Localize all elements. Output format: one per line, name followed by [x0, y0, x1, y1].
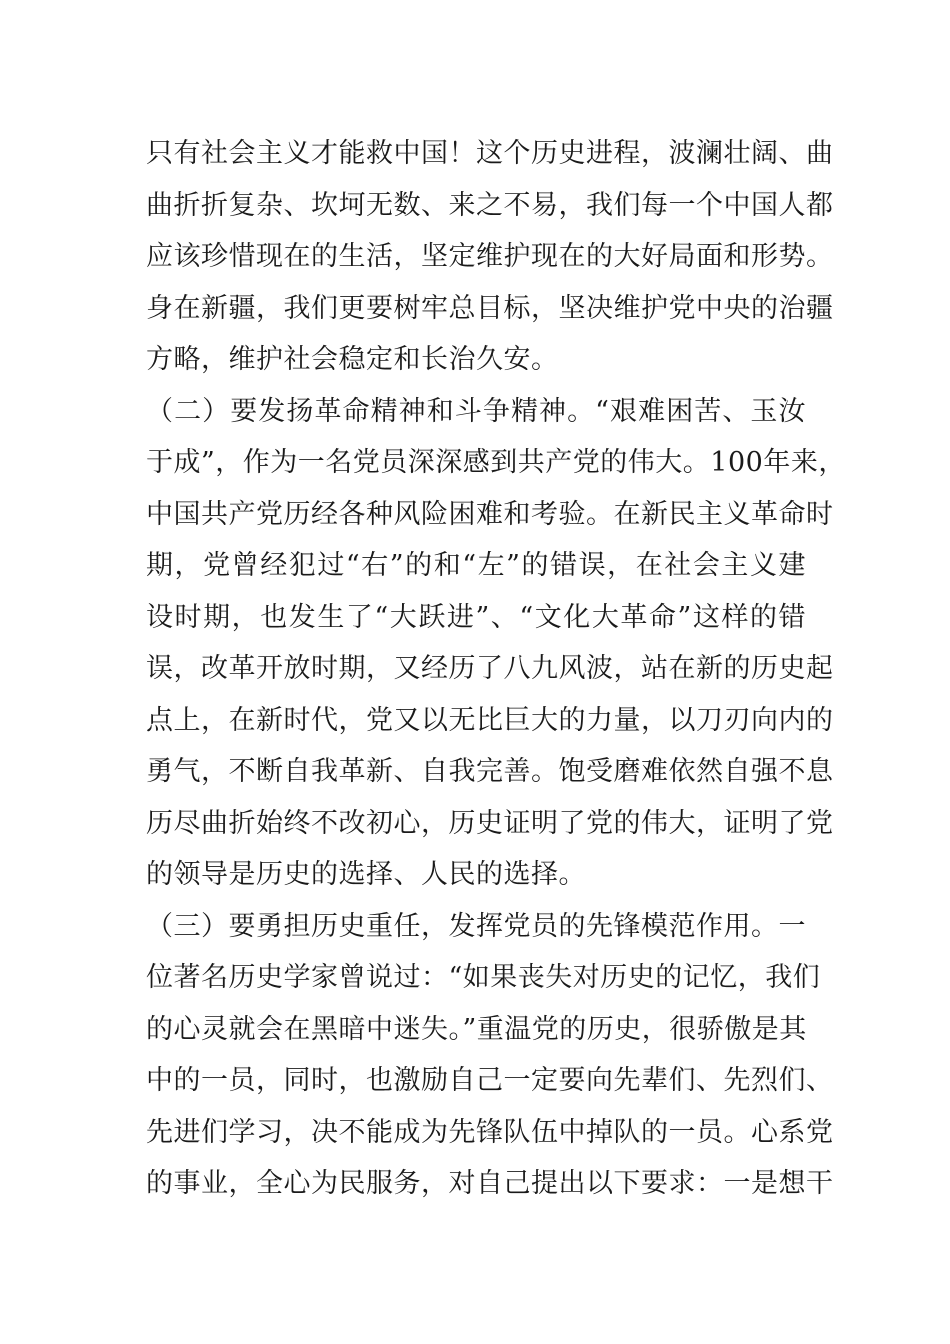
paragraph-2-line-3: 中国共产党历经各种风险困难和考验。在新民主义革命时 [146, 498, 834, 530]
paragraph-2-line-5: 设时期，也发生了“大跃进”、“文化大革命”这样的错 [146, 601, 806, 633]
paragraph-2-line-8: 勇气，不断自我革新、自我完善。饱受磨难依然自强不息 [146, 756, 834, 787]
document-body [146, 128, 846, 1210]
paragraph-3-line-3: 的心灵就会在黑暗中迷失。”重温党的历史，很骄傲是其 [146, 1013, 807, 1045]
paragraph-2-line-10: 的领导是历史的选择、人民的选择。 [146, 859, 586, 890]
paragraph-2-line-6: 误，改革开放时期，又经历了八九风波，站在新的历史起 [146, 653, 834, 684]
paragraph-1-line-4: 身在新疆，我们更要树牢总目标，坚决维护党中央的治疆 [146, 292, 834, 324]
paragraph-2-line-9: 历尽曲折始终不改初心，历史证明了党的伟大，证明了党 [146, 807, 834, 839]
paragraph-1-line-1: 只有社会主义才能救中国！这个历史进程，波澜壮阔、曲 [146, 138, 834, 169]
paragraph-1-line-2: 曲折折复杂、坎坷无数、来之不易，我们每一个中国人都 [146, 189, 834, 221]
paragraph-2-line-7: 点上，在新时代，党又以无比巨大的力量，以刀刃向内的 [146, 704, 834, 736]
paragraph-3-line-4: 中的一员，同时，也激励自己一定要向先辈们、先烈们、 [146, 1065, 834, 1096]
paragraph-2-line-1: （二）要发扬革命精神和斗争精神。“艰难困苦、玉汝 [146, 395, 806, 427]
paragraph-1-line-3: 应该珍惜现在的生活，坚定维护现在的大好局面和形势。 [146, 241, 834, 272]
paragraph-3-line-5: 先进们学习，决不能成为先锋队伍中掉队的一员。心系党 [146, 1116, 834, 1148]
paragraph-1-line-5: 方略，维护社会稳定和长治久安。 [146, 344, 559, 375]
paragraph-3-line-6: 的事业，全心为民服务，对自己提出以下要求：一是想干 [146, 1168, 834, 1199]
paragraph-3-line-1: （三）要勇担历史重任，发挥党员的先锋模范作用。一 [146, 910, 806, 942]
paragraph-2-line-2: 于成”，作为一名党员深深感到共产党的伟大。100年来， [146, 447, 846, 478]
paragraph-2-line-4: 期，党曾经犯过“右”的和“左”的错误，在社会主义建 [146, 550, 806, 581]
paragraph-3-line-2: 位著名历史学家曾说过：“如果丧失对历史的记忆，我们 [146, 962, 821, 993]
